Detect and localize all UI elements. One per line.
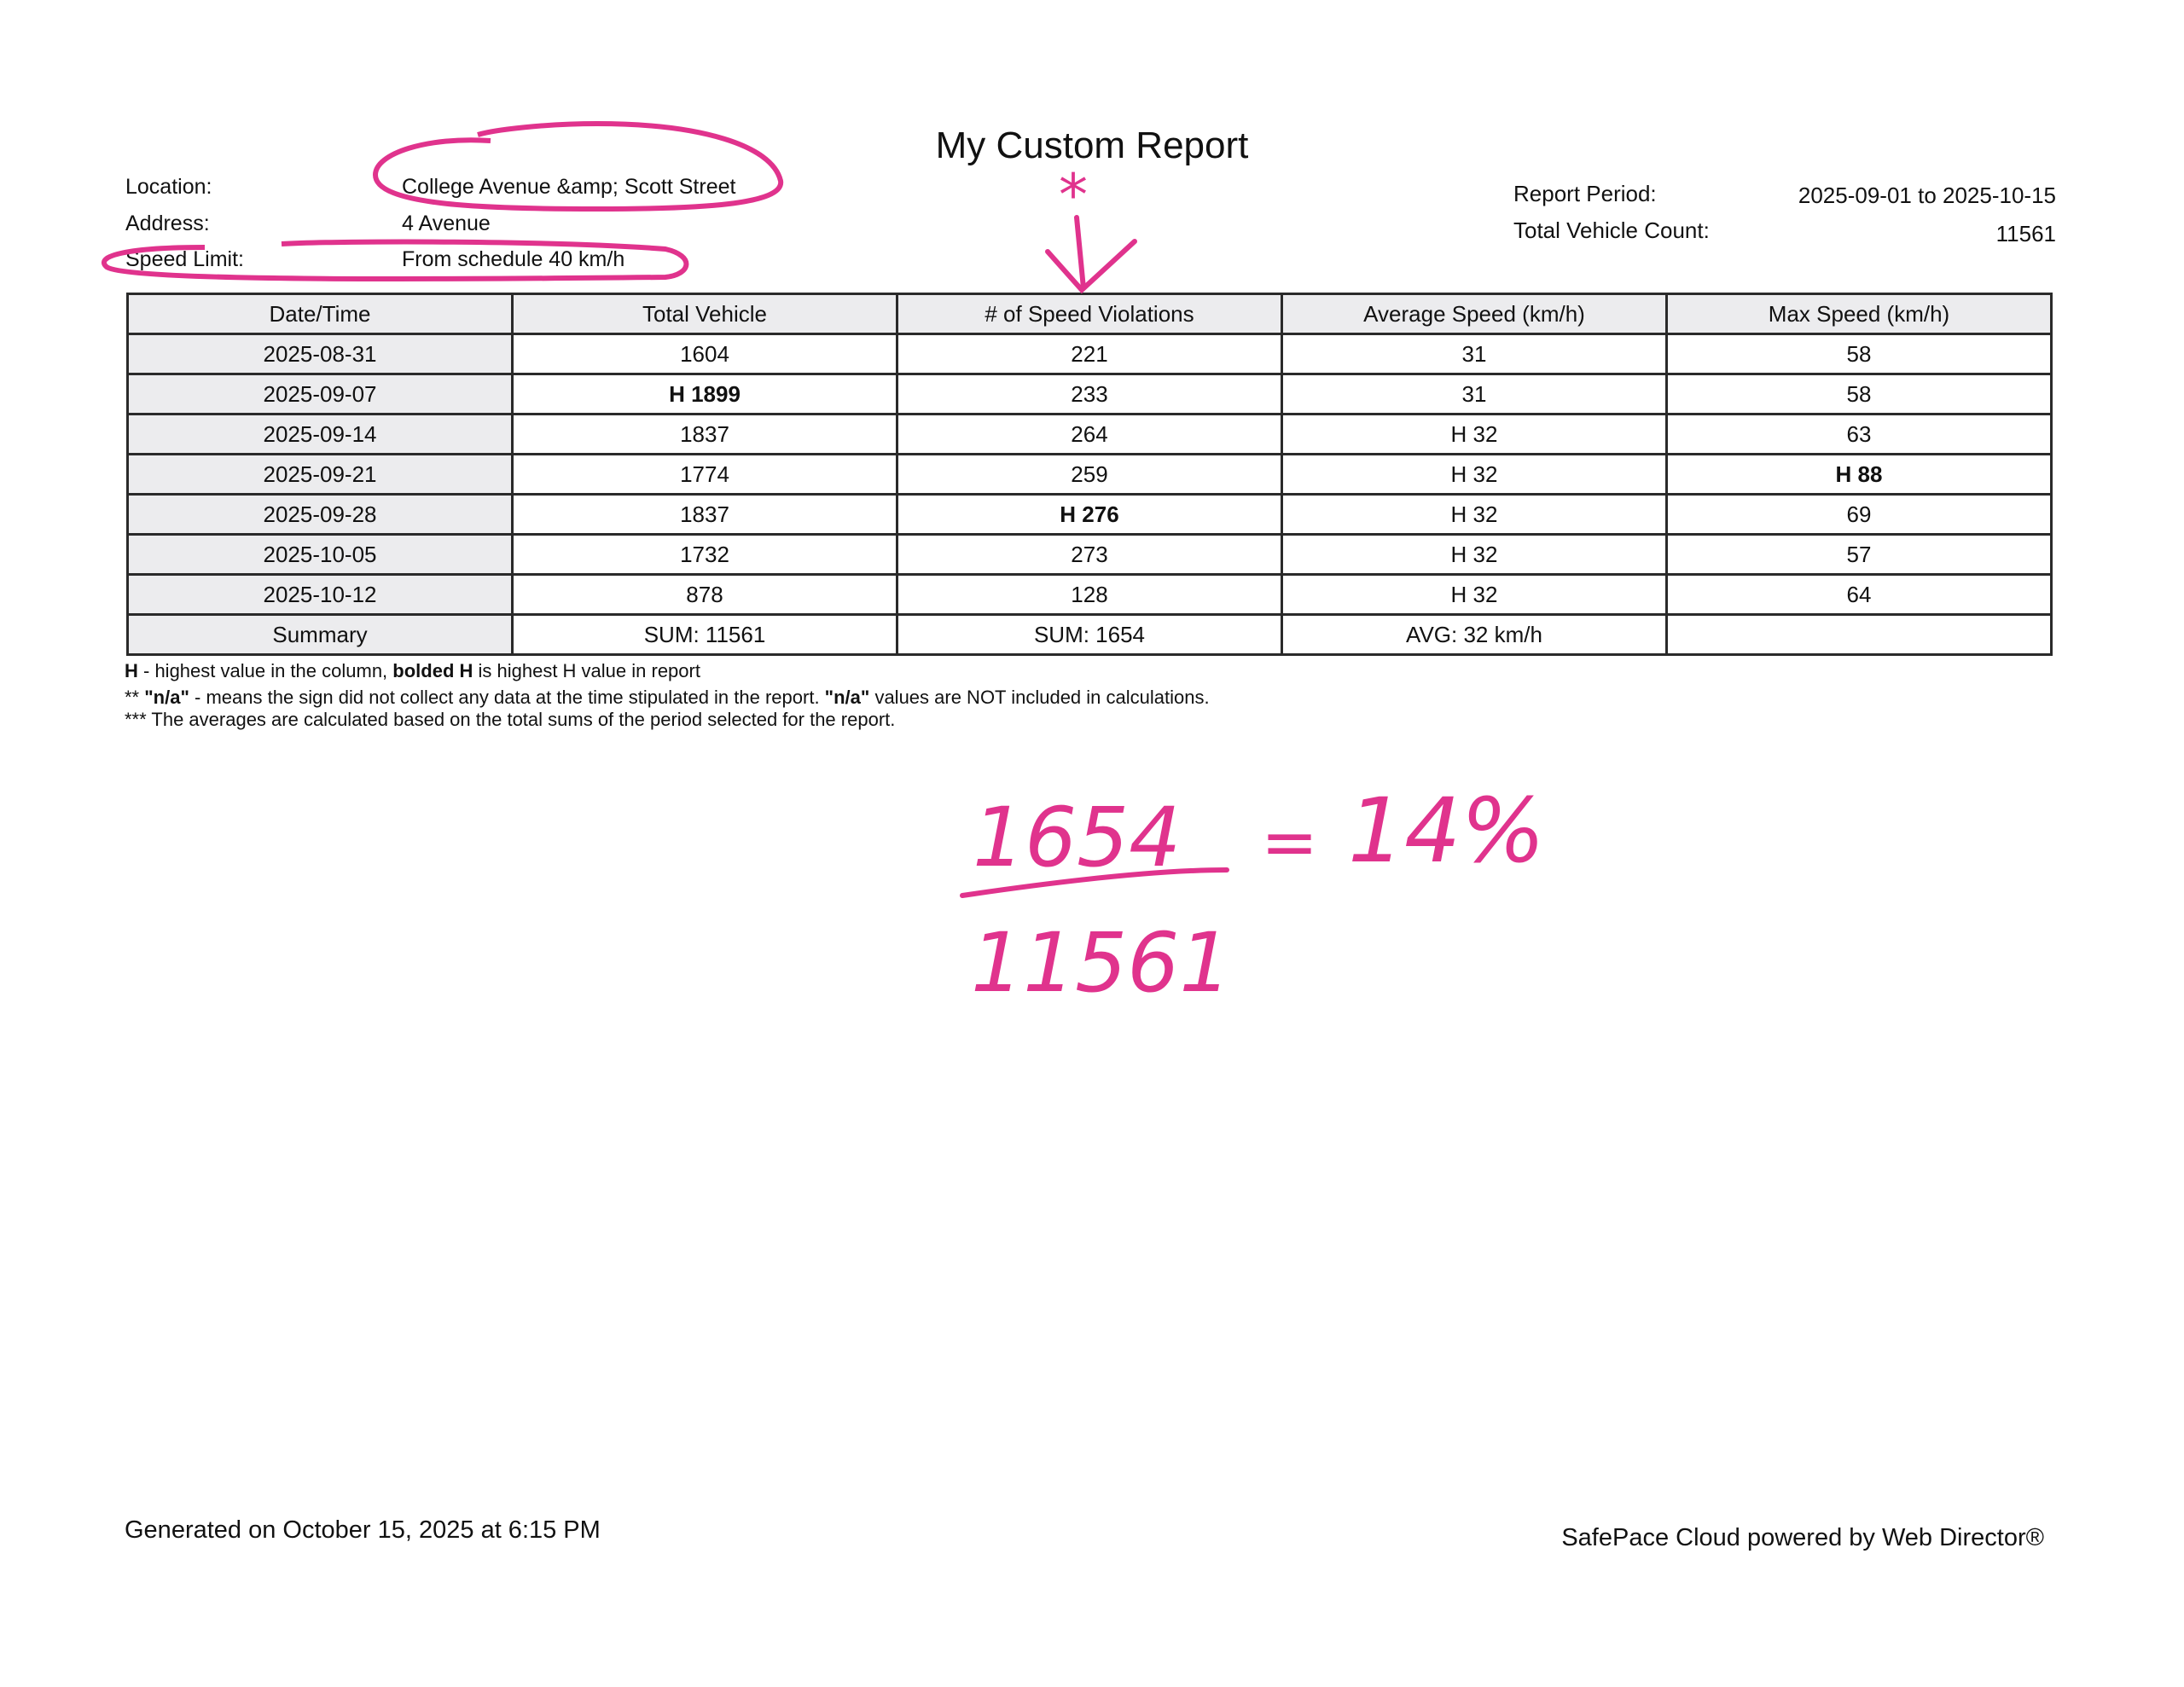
summary-max-speed [1667, 615, 2052, 655]
cell-total-vehicle: H 1899 [513, 374, 897, 415]
table-header-row [128, 294, 2052, 334]
cell-max-speed: 64 [1667, 575, 2052, 615]
speed-limit-value: From schedule 40 km/h [402, 247, 625, 271]
column-header-average-speed: Average Speed (km/h) [1282, 294, 1667, 334]
table-row [128, 455, 2052, 495]
column-header-total-vehicle: Total Vehicle [513, 294, 897, 334]
summary-average-speed: AVG: 32 km/h [1282, 615, 1667, 655]
cell-date: 2025-09-21 [128, 455, 513, 495]
cell-violations: H 276 [897, 495, 1282, 535]
cell-average-speed: H 32 [1282, 455, 1667, 495]
cell-violations: 128 [897, 575, 1282, 615]
cell-total-vehicle: 1774 [513, 455, 897, 495]
total-count-label: Total Vehicle Count: [1513, 217, 1710, 243]
footnote-bold-h: bolded H [392, 660, 473, 681]
summary-label: Summary [128, 615, 513, 655]
powered-by: SafePace Cloud powered by Web Director® [1561, 1524, 2044, 1551]
cell-violations: 259 [897, 455, 1282, 495]
speed-limit-label: Speed Limit: [125, 247, 244, 271]
cell-date: 2025-10-05 [128, 535, 513, 575]
fraction-bar [962, 870, 1227, 896]
footnote-na-marker: "n/a" [824, 687, 870, 708]
cell-date: 2025-09-14 [128, 415, 513, 455]
cell-average-speed: H 32 [1282, 535, 1667, 575]
cell-max-speed: H 88 [1667, 455, 2052, 495]
cell-average-speed: 31 [1282, 374, 1667, 415]
footnote-highest [125, 660, 700, 682]
handwritten-numerator: 1654 [973, 790, 1182, 885]
footnote-text: is highest H value in report [473, 660, 700, 681]
cell-average-speed: H 32 [1282, 415, 1667, 455]
cell-total-vehicle: 1604 [513, 334, 897, 374]
table-row [128, 495, 2052, 535]
table-row [128, 575, 2052, 615]
total-count-value: 11561 [1995, 221, 2056, 246]
footnote-text: - highest value in the column, [137, 660, 393, 681]
cell-date: 2025-10-12 [128, 575, 513, 615]
handwritten-equals: = [1261, 803, 1319, 882]
cell-date: 2025-09-28 [128, 495, 513, 535]
column-header-max-speed: Max Speed (km/h) [1667, 294, 2052, 334]
footnote-na [125, 687, 1210, 709]
address-label: Address: [125, 212, 210, 235]
handwritten-denominator: 11561 [971, 915, 1232, 1011]
speed-report-table [126, 293, 2053, 656]
column-header-datetime: Date/Time [128, 294, 513, 334]
report-title: My Custom Report [935, 125, 1249, 166]
footnote-averages: *** The averages are calculated based on the total sums of the period selected for the report. [125, 709, 896, 730]
cell-average-speed: H 32 [1282, 495, 1667, 535]
footnote-h-marker: H [125, 660, 138, 681]
summary-row [128, 615, 2052, 655]
footnote-text: ** [125, 687, 145, 708]
cell-date: 2025-09-07 [128, 374, 513, 415]
table-row [128, 334, 2052, 374]
footnote-na-marker: "n/a" [144, 687, 189, 708]
report-period-label: Report Period: [1513, 181, 1657, 206]
table-row [128, 374, 2052, 415]
report-period-value: 2025-09-01 to 2025-10-15 [1798, 183, 2056, 208]
cell-average-speed: H 32 [1282, 575, 1667, 615]
footnote-text: values are NOT included in calculations. [869, 687, 1210, 708]
table-row [128, 415, 2052, 455]
table-row [128, 535, 2052, 575]
cell-max-speed: 63 [1667, 415, 2052, 455]
cell-average-speed: 31 [1282, 334, 1667, 374]
location-value: College Avenue &amp; Scott Street [402, 175, 736, 199]
column-header-speed-violations: # of Speed Violations [897, 294, 1282, 334]
cell-total-vehicle: 878 [513, 575, 897, 615]
address-value: 4 Avenue [402, 212, 491, 235]
cell-total-vehicle: 1837 [513, 415, 897, 455]
generated-timestamp: Generated on October 15, 2025 at 6:15 PM [125, 1516, 601, 1544]
cell-max-speed: 58 [1667, 334, 2052, 374]
location-label: Location: [125, 175, 212, 199]
cell-max-speed: 57 [1667, 535, 2052, 575]
cell-total-vehicle: 1837 [513, 495, 897, 535]
cell-violations: 273 [897, 535, 1282, 575]
cell-violations: 264 [897, 415, 1282, 455]
summary-violations: SUM: 1654 [897, 615, 1282, 655]
cell-date: 2025-08-31 [128, 334, 513, 374]
asterisk-mark: * [1059, 162, 1088, 229]
cell-total-vehicle: 1732 [513, 535, 897, 575]
arrow-down-icon [1048, 217, 1135, 290]
cell-violations: 233 [897, 374, 1282, 415]
handwritten-result: 14% [1348, 779, 1546, 883]
cell-violations: 221 [897, 334, 1282, 374]
cell-max-speed: 69 [1667, 495, 2052, 535]
summary-total-vehicle: SUM: 11561 [513, 615, 897, 655]
cell-max-speed: 58 [1667, 374, 2052, 415]
footnote-text: - means the sign did not collect any data at the time stipulated in the report. [189, 687, 825, 708]
